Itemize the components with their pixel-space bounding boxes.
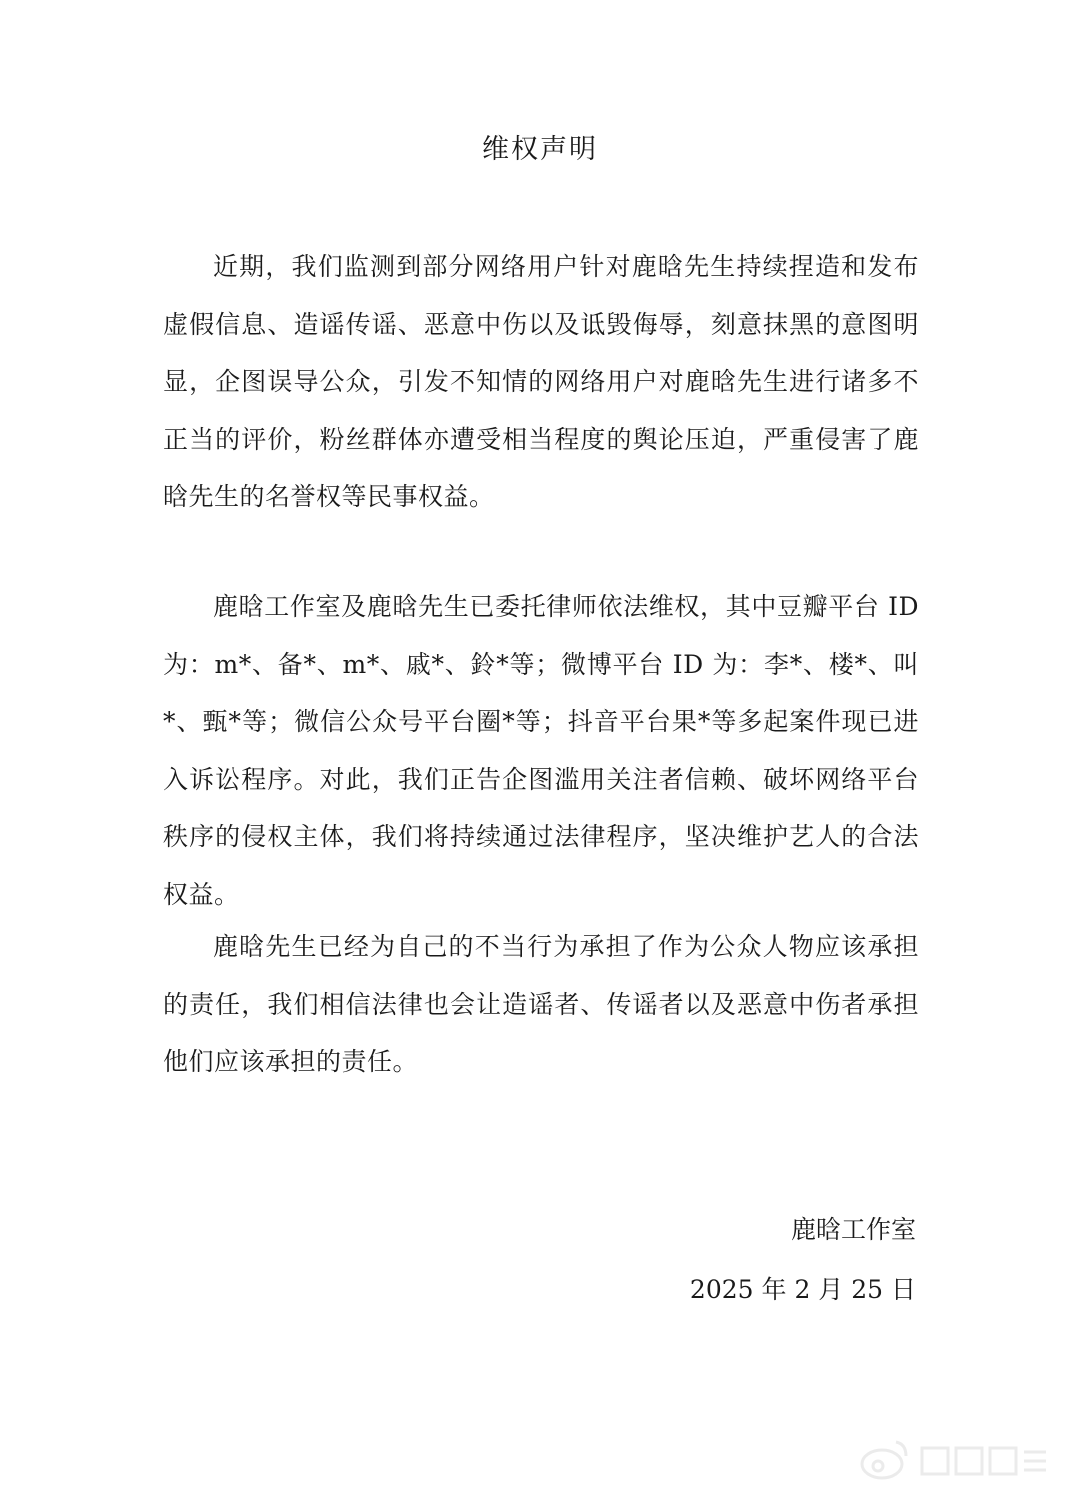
- paragraph-2: 鹿晗工作室及鹿晗先生已委托律师依法维权，其中豆瓣平台 ID 为：m*、备*、m*、戚*、鈴*等；微博平台 ID 为：李*、楼*、叫*、甄*等；微信公众号平台圈*等；抖音平台果*等多起案件现已进入诉讼程序。对此，我们正告企图滥用关注者信赖、破坏网络平台秩序的侵权主体，我们将持续通过法律程序，坚决维护艺人的合法权益。: [163, 592, 919, 909]
- weibo-watermark-icon: [852, 1430, 1052, 1490]
- signature-date: 2025 年 2 月 25 日: [689, 1275, 916, 1304]
- document-title: 维权声明: [482, 134, 598, 165]
- paragraph-3: 鹿晗先生已经为自己的不当行为承担了作为公众人物应该承担的责任，我们相信法律也会让造谣者、传谣者以及恶意中伤者承担他们应该承担的责任。: [163, 932, 919, 1076]
- signature-block: [690, 1200, 916, 1320]
- signature-organization: 鹿晗工作室: [790, 1215, 916, 1244]
- paragraph-1: 近期，我们监测到部分网络用户针对鹿晗先生持续捏造和发布虚假信息、造谣传谣、恶意中伤以及诋毁侮辱，刻意抹黑的意图明显，企图误导公众，引发不知情的网络用户对鹿晗先生进行诸多不正当的评价，粉丝群体亦遭受相当程度的舆论压迫，严重侵害了鹿晗先生的名誉权等民事权益。: [163, 252, 919, 511]
